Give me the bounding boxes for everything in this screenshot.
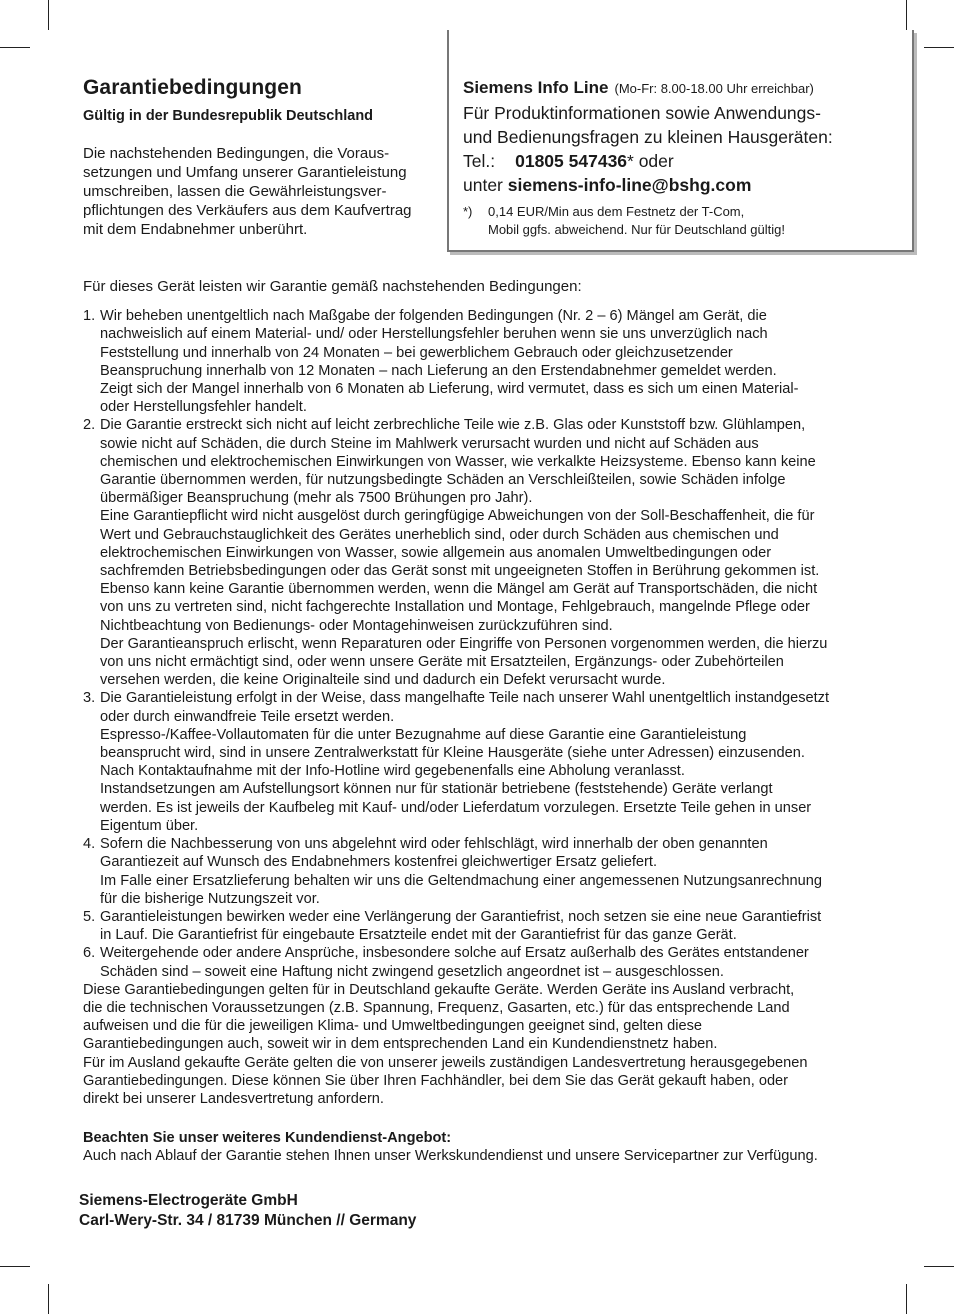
- clause-item: [83, 835, 878, 908]
- clause-item: [83, 944, 878, 980]
- info-line-box: [447, 30, 914, 252]
- closing-paragraph: Diese Garantiebedingungen gelten für in Deutschland gekaufte Geräte. Werden Geräte ins Ausland verbracht, die die technischen Voraussetzungen (z.B. Spannung, Frequenz, Gasarten, etc.) für das entsprechende Land aufweisen und die für die jeweiligen Klima- und Umweltbedingungen geeignet sind, gelten diese Garantiebedingungen auch, soweit wir in dem entsprechenden Land ein Kundendienstnetz haben. Für im Ausland gekaufte Geräte gelten die von unserer jeweils zuständigen Landesvertretung herausgegebenen Garantiebedingungen. Diese können Sie über Ihren Fachhändler, bei dem Sie das Gerät gekauft haben, oder direkt bei unserer Landesvertretung anfordern.: [83, 981, 808, 1107]
- email-link[interactable]: siemens-info-line@bshg.com: [507, 175, 752, 195]
- service-notice: [83, 1129, 883, 1165]
- clause-text: Garantieleistungen bewirken weder eine Verlängerung der Garantiefrist, noch setzen sie eine neue Garantiefrist in Lauf. Die Garantiefrist für eingebaute Ersatzteile endet mit der Garantiefrist für das ganze Gerät.: [100, 908, 822, 944]
- crop-mark: [0, 47, 30, 48]
- crop-mark: [924, 47, 954, 48]
- info-line-heading: [463, 76, 906, 101]
- clause-number: 3.: [83, 690, 96, 707]
- notice-heading: Beachten Sie unser weiteres Kundendienst-Angebot:: [83, 1130, 452, 1146]
- clause-item: [83, 689, 878, 835]
- footnote-text: 0,14 EUR/Min aus dem Festnetz der T-Com, Mobil ggfs. abweichend. Nur für Deutschland gültig!: [488, 204, 785, 237]
- clause-number: 2.: [83, 417, 96, 434]
- phone-number[interactable]: 01805 547436: [515, 151, 628, 171]
- clause-text: Weitergehende oder andere Ansprüche, insbesondere solche auf Ersatz außerhalb des Gerätes entstandener Schäden sind – soweit eine Haftung nicht zwingend gesetzlich angeordnet ist – ausgeschlossen.: [100, 945, 809, 980]
- tel-label: Tel.:: [463, 151, 496, 171]
- info-line-hours: (Mo-Fr: 8.00-18.00 Uhr erreichbar): [614, 81, 814, 96]
- page-subtitle: Gültig in der Bundesrepublik Deutschland: [83, 108, 374, 124]
- terms-lead: Für dieses Gerät leisten wir Garantie gemäß nachstehenden Bedingungen:: [83, 278, 582, 295]
- clause-text: Sofern die Nachbesserung von uns abgelehnt wird oder fehlschlägt, wird innerhalb der oben genannten Garantiezeit auf Wunsch des Endabnehmers kostenfrei gleichwertiger Ersatz geliefert. Im Falle einer Ersatzlieferung behalten wir uns die Geltendmachung einer angemessenen Nutzungsanrechnung für die bisherige Nutzungszeit vor.: [100, 836, 823, 907]
- info-line-phone-row: [463, 149, 906, 173]
- crop-mark: [48, 1284, 49, 1314]
- info-line-brand: Siemens Info Line: [463, 78, 609, 97]
- crop-mark: [906, 1284, 907, 1314]
- crop-mark: [924, 1266, 954, 1267]
- clause-item: [83, 307, 878, 416]
- crop-mark: [906, 0, 907, 30]
- clause-number: 1.: [83, 308, 96, 325]
- phone-suffix: * oder: [627, 151, 674, 171]
- company-name: Siemens-Electrogeräte GmbH: [79, 1192, 298, 1209]
- clause-item: [83, 908, 878, 944]
- crop-mark: [48, 0, 49, 30]
- warranty-terms: [83, 278, 878, 1108]
- clause-text: Wir beheben unentgeltlich nach Maßgabe der folgenden Bedingungen (Nr. 2 – 6) Mängel am Gerät, die nachweislich auf einem Material- und/ oder Herstellungsfehler beruhen wenn sie uns unverzüglich nach Feststellung und innerhalb von 24 Monaten – bei gewerblichem Gebrauch oder gleichzusetzender Beanspruchung innerhalb von 12 Monaten – nach Lieferung an den Erstendabnehmer gemeldet werden. Zeigt sich der Mangel innerhalb von 6 Monaten ab Lieferung, wird vermutet, dass es sich um einen Material- oder Herstellungsfehler handelt.: [100, 308, 799, 416]
- clause-text: Die Garantieleistung erfolgt in der Weise, dass mangelhafte Teile nach unserer Wahl unentgeltlich instandgesetzt oder durch einwandfreie Teile ersetzt werden. Espresso-/Kaffee-Vollautomaten für die unter Bezugnahme auf diese Garantie eine Garantieleistung beansprucht wird, sind in unsere Zentralwerkstatt für Kleine Hausgeräte (siehe unter Adressen) einzusenden. Nach Kontaktaufnahme mit der Info-Hotline wird gegebenenfalls eine Abholung veranlasst. Instandsetzungen am Aufstellungsort können nur für stationär betriebene (feststehende) Geräte verlangt werden. Es ist jeweils der Kaufbeleg mit Kauf- und/oder Lieferdatum vorzulegen. Ersetzte Teile gehen in unser Eigentum über.: [100, 690, 830, 834]
- info-line-description: Für Produktinformationen sowie Anwendungs- und Bedienungsfragen zu kleinen Hausgeräten:: [463, 103, 833, 147]
- notice-text: Auch nach Ablauf der Garantie stehen Ihnen unser Werkskundendienst und unsere Servicepartner zur Verfügung.: [83, 1148, 818, 1164]
- pricing-footnote: [463, 203, 906, 239]
- clause-number: 5.: [83, 908, 96, 925]
- clause-number: 4.: [83, 836, 96, 853]
- info-line-email-row: [463, 173, 906, 197]
- clause-text: Die Garantie erstreckt sich nicht auf leicht zerbrechliche Teile wie z.B. Glas oder Kunststoff bzw. Glühlampen, sowie nicht auf Schäden, die durch Steine im Mahlwerk verursacht wurden und nicht auf Schäden aus chemischen und elektrochemischen Einwirkungen von Wasser, wie verkalkte Heizsysteme. Ebenso kann keine Garantie übernommen werden, für nutzungsbedingte Schäden an Verschleißteilen, sowie Schäden infolge übermäßiger Beanspruchung (mehr als 7500 Brühungen pro Jahr). Eine Garantiepflicht wird nicht ausgelöst durch geringfügige Abweichungen von der Soll-Beschaffenheit, die für Wert und Gebrauchstauglichkeit des Gerätes unerheblich sind, oder durch Schäden aus chemischen und elektrochemischen Einwirkungen von Wasser, sowie allgemein aus anomalen Umweltbedingungen oder sachfremden Betriebsbedingungen oder das Gerät sonst mit ungeeigneten Stoffen in Berührung gekommen ist. Ebenso kann keine Garantie übernommen werden, wenn die Mängel am Gerät auf Transportschäden, die nicht von uns zu vertreten sind, nicht fachgerechte Installation und Montage, Fehlgebrauch, mangelnde Pflege oder Nichtbeachtung von Bedienungs- oder Montagehinweisen zurückzuführen sind. Der Garantieanspruch erlischt, wenn Reparaturen oder Eingriffe von Personen vorgenommen werden, die hierzu von uns nicht ermächtigt sind, oder wenn unsere Geräte mit Ersatzteilen, Ergänzungs- oder Zubehörteilen versehen werden, die keine Originalteile sind und dadurch ein Defekt verursacht wurde.: [100, 417, 828, 689]
- clause-item: [83, 416, 878, 689]
- footnote-marker: *): [463, 204, 473, 219]
- page-title: Garantiebedingungen: [83, 76, 302, 99]
- crop-mark: [0, 1266, 30, 1267]
- company-address: [79, 1191, 416, 1231]
- email-prefix: unter: [463, 175, 508, 195]
- warranty-header: [83, 76, 438, 239]
- intro-paragraph: Die nachstehenden Bedingungen, die Voraus- setzungen und Umfang unserer Garantieleistung umschreiben, lassen die Gewährleistungsver- pflichtungen des Verkäufers aus dem Kaufvertrag mit dem Endabnehmer unberührt.: [83, 145, 412, 238]
- clause-number: 6.: [83, 945, 96, 962]
- company-street: Carl-Wery-Str. 34 / 81739 München // Germany: [79, 1212, 417, 1229]
- clause-list: [83, 307, 878, 981]
